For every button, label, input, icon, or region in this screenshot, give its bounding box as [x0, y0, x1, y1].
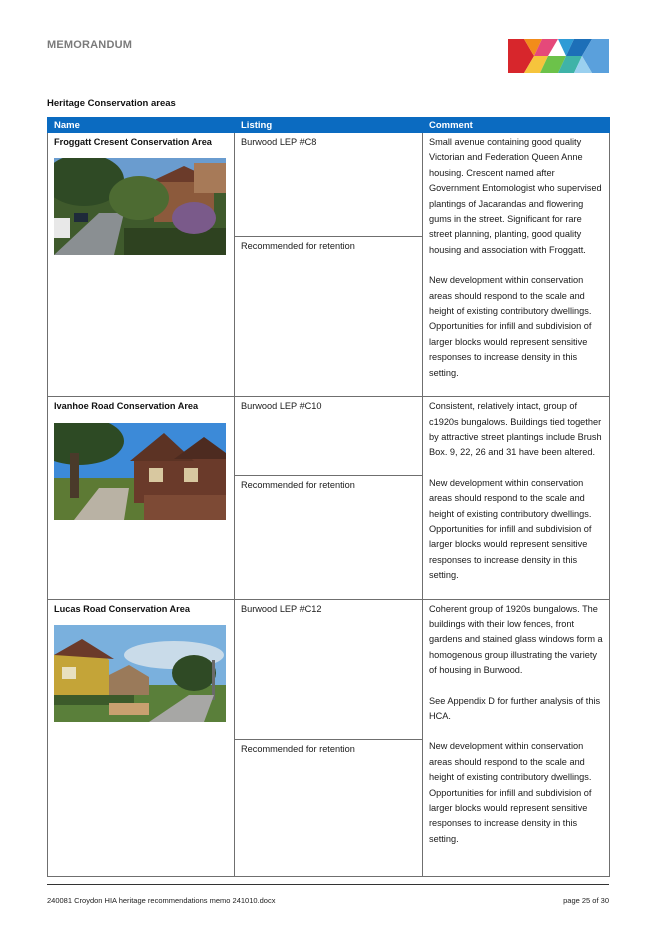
- listing-reference: Burwood LEP #C8: [235, 133, 422, 237]
- listing-cell: [235, 599, 423, 876]
- table-row: [48, 133, 610, 397]
- name-cell: [48, 599, 235, 876]
- footer-page-number: page 25 of 30: [563, 896, 609, 905]
- listing-recommendation: Recommended for retention: [241, 241, 355, 251]
- area-name: Lucas Road Conservation Area: [54, 603, 190, 614]
- listing-recommendation: Recommended for retention: [241, 743, 355, 754]
- memo-label: MEMORANDUM: [47, 39, 133, 51]
- section-title: Heritage Conservation areas: [47, 98, 176, 109]
- area-name: Ivanhoe Road Conservation Area: [54, 401, 199, 412]
- listing-reference: Burwood LEP #C10: [235, 397, 422, 476]
- column-header-name: Name: [48, 118, 235, 133]
- ivanhoe-street-photo: [54, 423, 226, 520]
- comment-paragraph: Small avenue containing good quality Victorian and Federation Queen Anne housing. Crescent named after Government Entomologist who supervised plantings of Jacarandas and flowering gums in the street. Significant for rare street planning, planting, good quality housing and association with Froggatt.: [429, 137, 602, 255]
- comment-cell: [423, 397, 610, 599]
- heritage-table: [47, 117, 610, 877]
- area-name: Froggatt Cresent Conservation Area: [54, 137, 212, 147]
- comment-paragraph: New development within conservation areas should respond to the scale and height of existing contributory dwellings. Opportunities for infill and subdivision of larger blocks would represent sensitive responses to increase density in this setting.: [429, 741, 592, 844]
- name-cell: [48, 397, 235, 599]
- comment-paragraph: New development within conservation areas should respond to the scale and height of existing contributory dwellings. Opportunities for infill and subdivision of larger blocks would represent sensitive responses to increase density in this setting.: [429, 275, 592, 378]
- table-header-row: [48, 118, 610, 133]
- comment-paragraph: Consistent, relatively intact, group of c1920s bungalows. Buildings tied together by attractive street plantings include Brush Box. 9, 22, 26 and 31 have been altered.: [429, 401, 602, 458]
- comment-paragraph: Coherent group of 1920s bungalows. The buildings with their low fences, front gardens and stained glass windows form a homogenous group illustrating the variety of housing in Burwood.: [429, 603, 603, 676]
- column-header-comment: Comment: [423, 118, 610, 133]
- comment-paragraph: New development within conservation areas should respond to the scale and height of existing contributory dwellings. Opportunities for infill and subdivision of larger blocks would represent sensitive responses to increase density in this setting.: [429, 477, 592, 581]
- table-row: [48, 599, 610, 876]
- company-logo: [508, 39, 609, 73]
- comment-paragraph: See Appendix D for further analysis of this HCA.: [429, 695, 601, 721]
- listing-recommendation: Recommended for retention: [241, 480, 355, 491]
- lucas-street-photo: [54, 625, 226, 722]
- column-header-listing: Listing: [235, 118, 423, 133]
- name-cell: [48, 133, 235, 397]
- froggatt-street-photo: [54, 158, 226, 255]
- footer-divider: [47, 884, 609, 885]
- listing-reference: Burwood LEP #C12: [235, 600, 422, 740]
- table-row: [48, 397, 610, 599]
- footer-document-name: 240081 Croydon HIA heritage recommendations memo 241010.docx: [47, 896, 276, 905]
- listing-cell: [235, 397, 423, 599]
- comment-cell: [423, 133, 610, 397]
- comment-cell: [423, 599, 610, 876]
- listing-cell: [235, 133, 423, 397]
